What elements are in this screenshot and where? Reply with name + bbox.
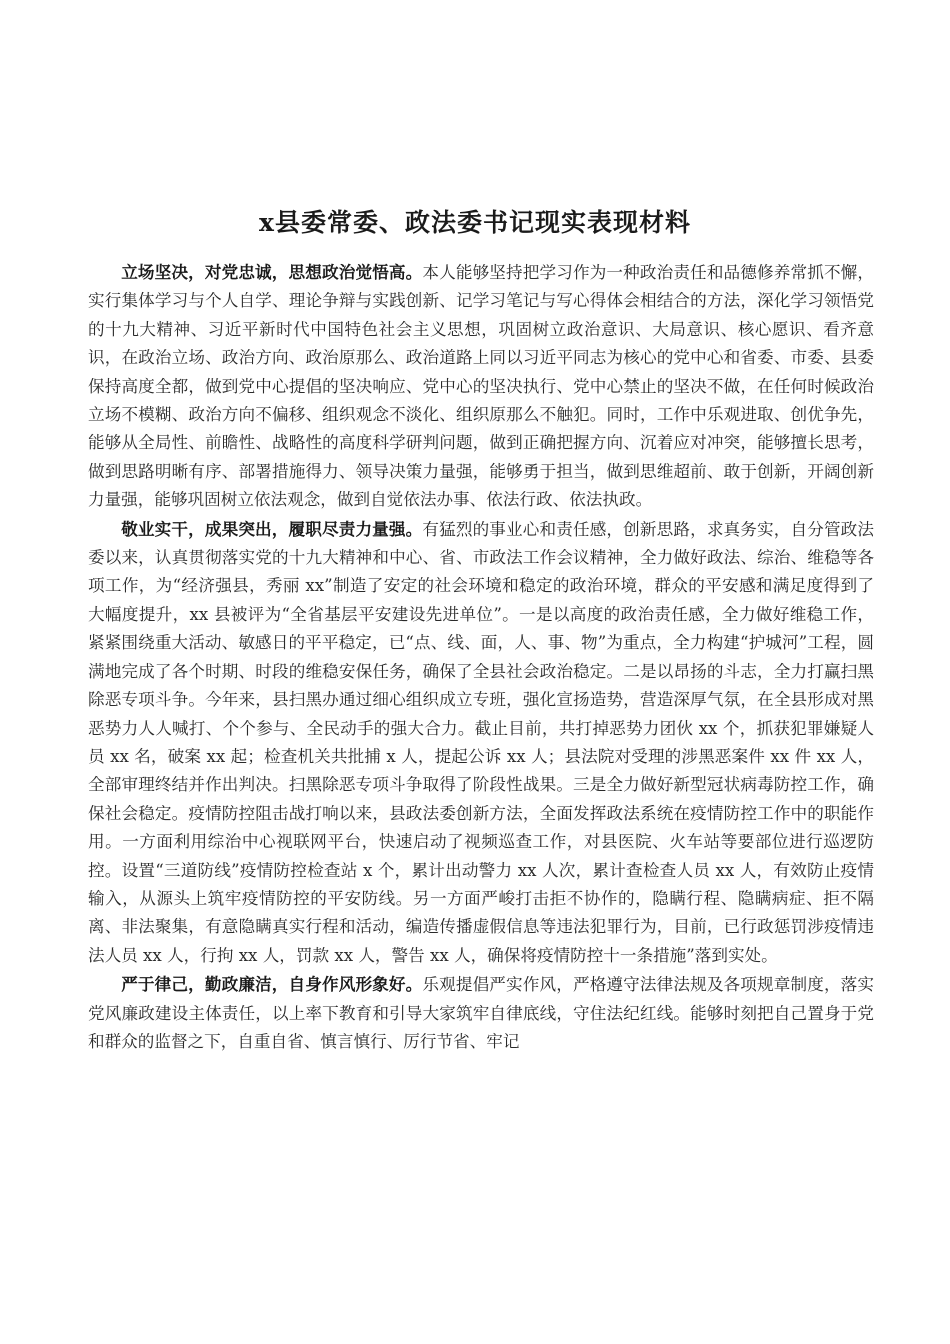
paragraph-text: 本人能够坚持把学习作为一种政治责任和品德修养常抓不懈，实行集体学习与个人自学、理论争辩与实践创新、记学习笔记与写心得体会相结合的方法，深化学习领悟党的十九大精神、习近平新时代中国特色社会主义思想，巩固树立政治意识、大局意识、核心愿识、看齐意识，在政治立场、政治方向、政治原那么、政治道路上同以习近平同志为核心的党中心和省委、市委、县委保持高度全都，做到党中心提倡的坚决响应、党中心的坚决执行、党中心禁止的坚决不做，在任何时候政治立场不模糊、政治方向不偏移、组织观念不淡化、组织原那么不触犯。同时，工作中乐观进取、创优争先，能够从全局性、前瞻性、战略性的高度科学研判问题，做到正确把握方向、沉着应对冲突，能够擅长思考，做到思路明晰有序、部署措施得力、领导决策力量强，能够勇于担当，做到思维超前、敢于创新，开阔创新力量强，能够巩固树立依法观念，做到自觉依法办事、依法行政、依法执政。: [88, 263, 875, 510]
paragraph-lead: 敬业实干，成果突出，履职尽责力量强。: [121, 518, 423, 539]
paragraph-self-discipline: [88, 970, 874, 1056]
document-body: [88, 258, 874, 1056]
paragraph-text: 有猛烈的事业心和责任感，创新思路，求真务实，自分管政法委以来，认真贯彻落实党的十九大精神和中心、省、市政法工作会议精神，全力做好政法、综治、维稳等各项工作，为“经济强县，秀丽 xx”制造了安定的社会环境和稳定的政治环境，群众的平安感和满足度得到了大幅度提升，xx 县被评为“全省基层平安建设先进单位”。一是以高度的政治责任感，全力做好维稳工作，紧紧围绕重大活动、敏感日的平平稳定，已“点、线、面，人、事、物”为重点，全力构建“护城河”工程，圆满地完成了各个时期、时段的维稳安保任务，确保了全县社会政治稳定。二是以昂扬的斗志，全力打赢扫黑除恶专项斗争。今年来，县扫黑办通过细心组织成立专班，强化宣扬造势，营造深厚气氛，在全县形成对黑恶势力人人喊打、个个参与、全民动手的强大合力。截止目前，共打掉恶势力团伙 xx 个，抓获犯罪嫌疑人员 xx 名，破案 xx 起；检查机关共批捕 x 人，提起公诉 xx 人；县法院对受理的涉黑恶案件 xx 件 xx 人，全部审理终结并作出判决。扫黑除恶专项斗争取得了阶段性战果。三是全力做好新型冠状病毒防控工作，确保社会稳定。疫情防控阻击战打响以来，县政法委创新方法，全面发挥政法系统在疫情防控工作中的职能作用。一方面利用综治中心视联网平台，快速启动了视频巡查工作，对县医院、火车站等要部位进行巡逻防控。设置“三道防线”疫情防控检查站 x 个，累计出动警力 xx 人次，累计查检查人员 xx 人，有效防止疫情输入，从源头上筑牢疫情防控的平安防线。另一方面严峻打击拒不协作的，隐瞒行程、隐瞒病症、拒不隔离、非法聚集，有意隐瞒真实行程和活动，编造传播虚假信息等违法犯罪行为，目前，已行政惩罚涉疫情违法人员 xx 人，行拘 xx 人，罚款 xx 人，警告 xx 人，确保将疫情防控十一条措施”落到实处。: [88, 519, 875, 965]
paragraph-lead: 立场坚决，对党忠诚，思想政治觉悟高。: [121, 262, 423, 282]
paragraph-political-stance: [88, 258, 874, 515]
paragraph-lead: 严于律己，勤政廉洁，自身作风形象好。: [121, 974, 423, 995]
paragraph-work-performance: [88, 515, 874, 971]
document-title: x县委常委、政法委书记现实表现材料: [259, 208, 691, 237]
paragraph-text: 乐观提倡严实作风，严格遵守法律法规及各项规章制度，落实党风廉政建设主体责任，以上率下教育和引导大家筑牢自律底线，守住法纪红线。能够时刻把自己置身于党和群众的监督之下，自重自省、慎言慎行、厉行节省、牢记: [88, 975, 875, 1051]
